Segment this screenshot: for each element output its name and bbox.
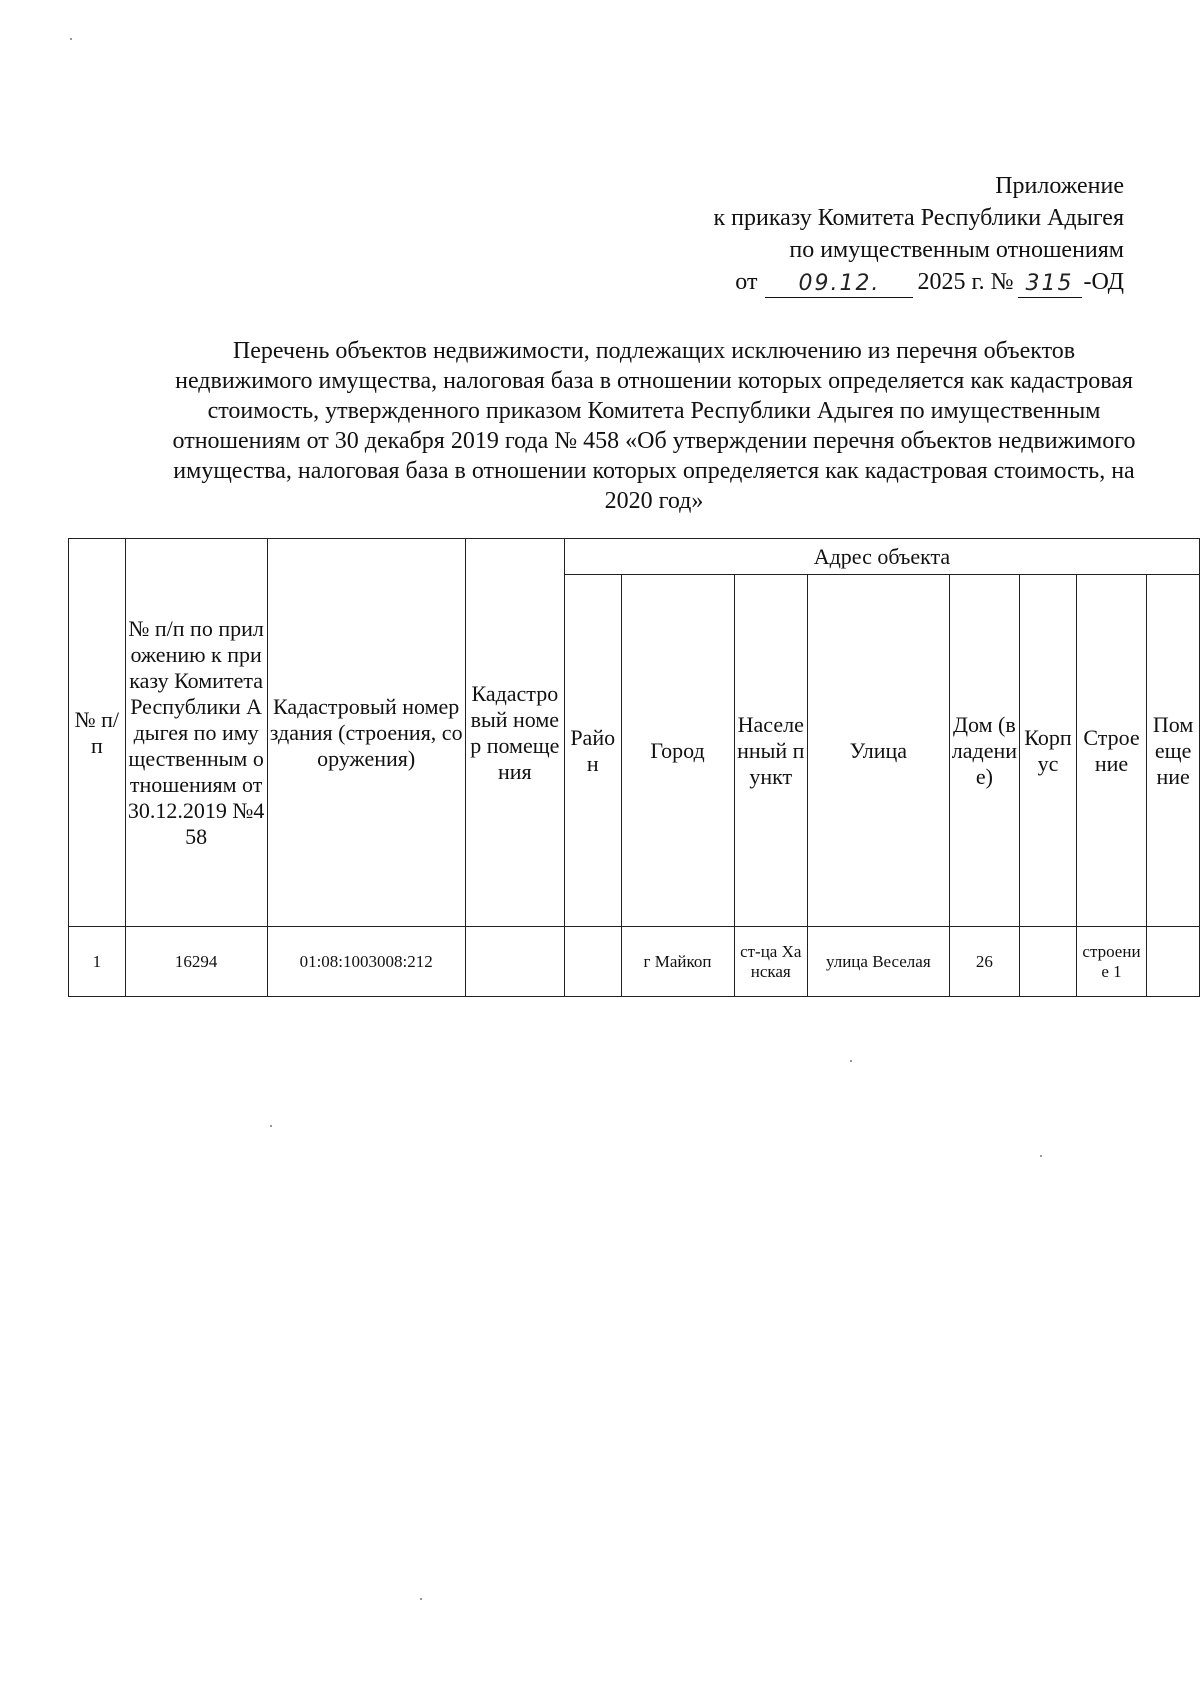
cell-building-cadastral: 01:08:1003008:212: [267, 927, 465, 997]
cell-street: улица Веселая: [807, 927, 949, 997]
scan-speck: [1040, 1155, 1042, 1157]
appendix-line-committee: по имущественным отношениям: [789, 237, 1124, 263]
title-line: стоимость, утвержденного приказом Комитета Республики Адыгея по имущественным: [207, 398, 1101, 424]
handwritten-date: 09.12.: [765, 271, 913, 298]
handwritten-number: 315: [1018, 271, 1082, 298]
header-premise: Помещение: [1147, 575, 1200, 927]
title-line: Перечень объектов недвижимости, подлежащих исключению из перечня объектов: [232, 338, 1076, 364]
title-line: 2020 год»: [604, 488, 704, 514]
header-district: Район: [564, 575, 621, 927]
scan-speck: [850, 1060, 852, 1062]
cell-premise: [1147, 927, 1200, 997]
date-prefix: от: [735, 269, 758, 295]
table-row: [69, 927, 1200, 997]
cell-premise-cadastral: [465, 927, 564, 997]
title-line: отношениям от 30 декабря 2019 года № 458 «Об утверждении перечня объектов недвижимого: [172, 428, 1136, 454]
header-address-group: Адрес объекта: [564, 539, 1199, 575]
header-street: Улица: [807, 575, 949, 927]
order-date-line: [735, 266, 1124, 298]
header-city: Город: [621, 575, 734, 927]
cell-settlement: ст-ца Ханская: [734, 927, 807, 997]
appendix-line-order: к приказу Комитета Республики Адыгея: [713, 205, 1124, 231]
cell-korpus: [1020, 927, 1077, 997]
cell-house: 26: [949, 927, 1019, 997]
header-settlement: Населенный пункт: [734, 575, 807, 927]
year-text: 2025 г. №: [917, 269, 1014, 295]
document-title: [108, 336, 1200, 516]
appendix-header: [713, 170, 1124, 298]
cell-district: [564, 927, 621, 997]
appendix-label: Приложение: [995, 173, 1124, 199]
scan-speck: [270, 1125, 272, 1127]
cell-city: г Майкоп: [621, 927, 734, 997]
header-korpus: Корпус: [1020, 575, 1077, 927]
cell-appendix-num: 16294: [125, 927, 267, 997]
cell-structure: строение 1: [1076, 927, 1146, 997]
header-num: № п/п: [69, 539, 126, 927]
scan-speck: [420, 1598, 422, 1600]
order-suffix: -ОД: [1083, 269, 1124, 295]
header-building-cadastral: Кадастровый номер здания (строения, сооружения): [267, 539, 465, 927]
header-premise-cadastral: Кадастровый номер помещения: [465, 539, 564, 927]
title-line: недвижимого имущества, налоговая база в отношении которых определяется как кадастровая: [175, 368, 1133, 394]
header-appendix-num: № п/п по приложению к приказу Комитета Республики Адыгея по имущественным отношениям от 30.12.2019 №458: [125, 539, 267, 927]
title-line: имущества, налоговая база в отношении которых определяется как кадастровая стоимость, на: [173, 458, 1135, 484]
cell-num: 1: [69, 927, 126, 997]
objects-table: [68, 538, 1200, 997]
header-house: Дом (владение): [949, 575, 1019, 927]
header-structure: Строение: [1076, 575, 1146, 927]
scan-speck: [70, 38, 72, 40]
